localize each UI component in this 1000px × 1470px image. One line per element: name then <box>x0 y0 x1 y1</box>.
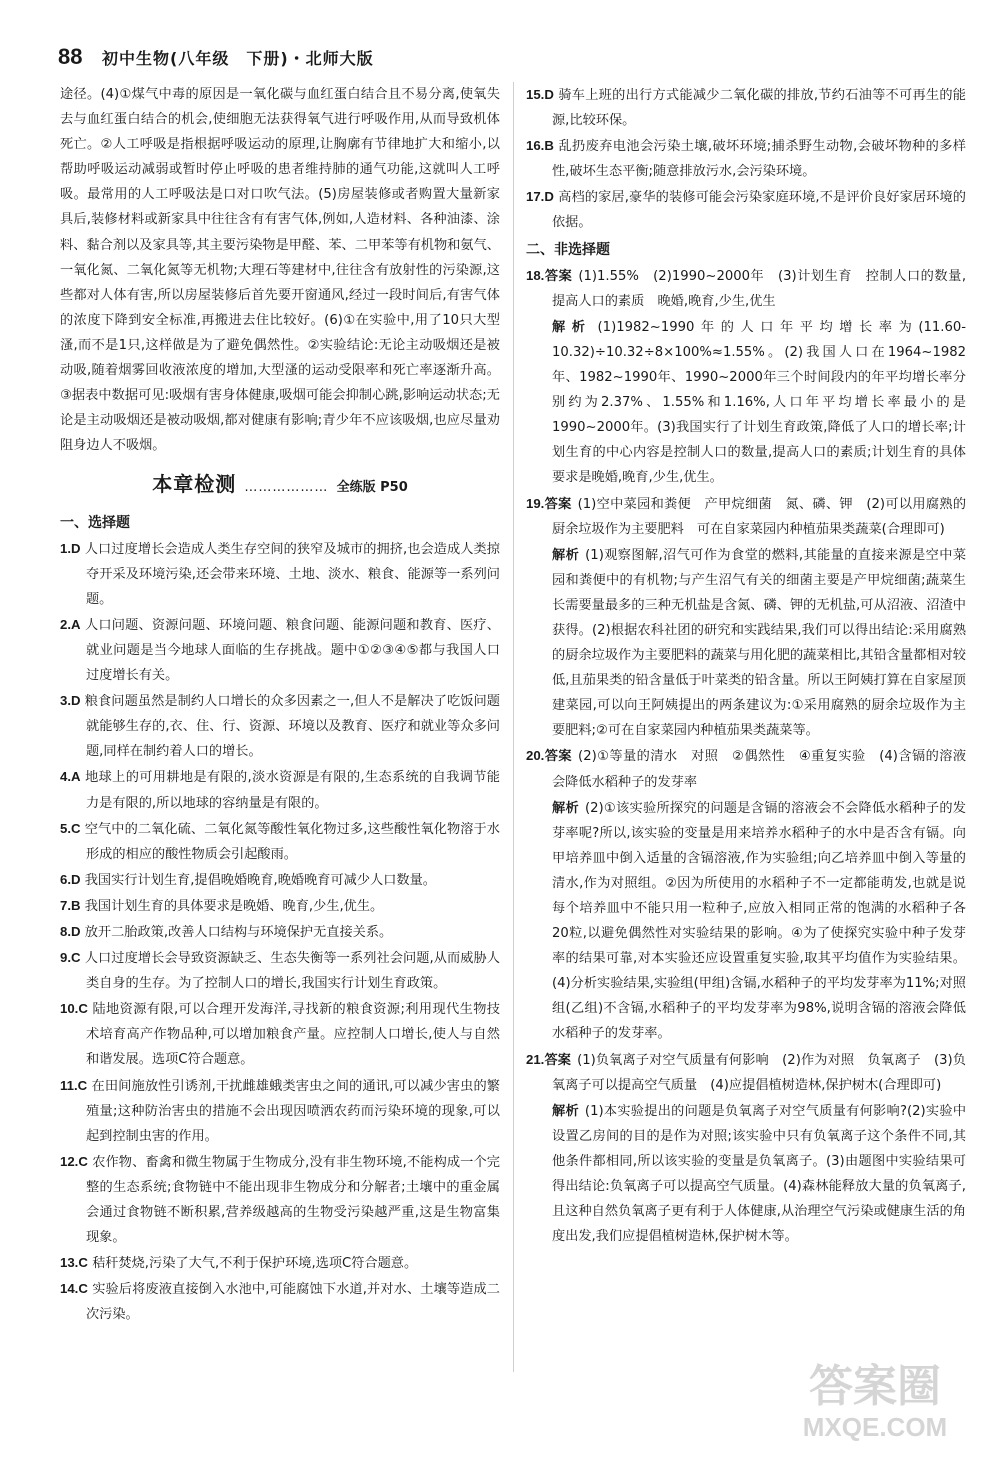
item-text: 我国实行计划生育,提倡晚婚晚育,晚婚晚育可减少人口数量。 <box>84 872 436 888</box>
answer-item <box>60 612 500 688</box>
choice-answer-list <box>60 536 500 1328</box>
item-number: 15.D <box>526 87 554 102</box>
item-number: 16.B <box>526 138 554 154</box>
item-number: 13.C <box>60 1255 88 1271</box>
page-header <box>58 44 958 78</box>
answer-item <box>60 919 500 945</box>
answer-label: 答案 <box>544 748 573 764</box>
answer-item <box>60 945 500 996</box>
analysis-block <box>526 542 966 744</box>
item-number: 11.C <box>60 1077 88 1093</box>
item-text: 实验后将废液直接倒入水池中,可能腐蚀下水道,并对水、土壤等造成二次污染。 <box>86 1282 500 1323</box>
question-number: 20. <box>526 748 545 764</box>
item-text: 陆地资源有限,可以合理开发海洋,寻找新的粮食资源;利用现代生物技术培育高产作物品种,可以增加粮食产量。应控制人口增长,使人与自然和谐发展。选项C符合题意。 <box>86 1002 500 1068</box>
watermark-line1: 答案圈 <box>809 1361 941 1412</box>
answer-item <box>60 996 500 1072</box>
analysis-label: 解析 <box>552 318 592 334</box>
analysis-block <box>526 1098 966 1250</box>
item-number: 10.C <box>60 1001 88 1017</box>
answer-text: (1)空中菜园和粪便 产甲烷细菌 氮、磷、钾 (2)可以用腐熟的厨余垃圾作为主要肥料 可在自家菜园内种植茄果类蔬菜(合理即可) <box>552 496 967 537</box>
chapter-ref: 全练版 P50 <box>336 480 408 496</box>
section-choice-heading: 一、选择题 <box>60 514 130 531</box>
item-number: 3.D <box>60 693 81 709</box>
question-number: 19. <box>526 495 545 511</box>
item-number: 14.C <box>60 1281 88 1297</box>
item-number: 17.D <box>526 189 554 205</box>
question-number: 18. <box>526 267 545 283</box>
answer-item <box>60 764 500 815</box>
watermark-line2: MXQE.COM <box>802 1412 948 1442</box>
answer-item <box>60 688 500 764</box>
item-number: 6.D <box>60 871 81 887</box>
item-text: 粮食问题虽然是制约人口增长的众多因素之一,但人不是解决了吃饭问题就能够生存的,衣、住、行、资源、环境以及教育、医疗和就业等众多问题,同样在制约着人口的增长。 <box>84 694 500 760</box>
answer-label: 答案 <box>544 1051 572 1067</box>
answer-item <box>60 536 500 612</box>
right-column <box>526 82 966 1249</box>
item-text: 秸秆焚烧,污染了大气,不利于保护环境,选项C符合题意。 <box>92 1256 418 1272</box>
chapter-title: 本章检测 <box>152 472 237 497</box>
item-number: 4.A <box>60 769 81 785</box>
item-number: 8.D <box>60 924 81 939</box>
item-text: 人口过度增长会导致资源缺乏、生态失衡等一系列社会问题,从而威胁人类自身的生存。为了控制人口的增长,我国实行计划生育政策。 <box>84 951 500 992</box>
item-text: 农作物、畜禽和微生物属于生物成分,没有非生物环境,不能构成一个完整的生态系统;食物链中不能出现非生物成分和分解者;土壤中的重金属会通过食物链不断积累,营养级越高的生物受污染越严重,这是生物富集现象。 <box>86 1154 500 1246</box>
item-text: 在田间施放性引诱剂,干扰雌雄蛾类害虫之间的通讯,可以减少害虫的繁殖量;这种防治害虫的措施不会出现因喷洒农药而污染环境的现象,可以起到控制虫害的作用。 <box>86 1078 500 1144</box>
analysis-text: (1)1982~1990年的人口年平均增长率为(11.60-10.32)÷10.32÷8×100%≈1.55%。(2)我国人口在1964~1982年、1982~1990年、1990~2000年三个时间段内的年平均增长率分别约为2.37%、1.55%和1.16%,人口年平均增长率最小的是1990~2000年。(3)我国实行了计划生育政策,降低了人口的增长率;计划生育的中心内容是控制人口的数量,提高人口的素质;计划生育的具体要求是晚婚,晚育,少生,优生。 <box>552 319 966 486</box>
analysis-block <box>526 314 966 491</box>
item-number: 9.C <box>60 950 81 966</box>
column-divider <box>513 82 514 1372</box>
item-text: 地球上的可用耕地是有限的,淡水资源是有限的,生态系统的自我调节能力是有限的,所以地球的容纳量是有限的。 <box>85 770 500 811</box>
item-number: 12.C <box>60 1153 88 1169</box>
question-number: 21. <box>526 1051 545 1067</box>
answer-item <box>526 133 966 184</box>
item-text: 我国计划生育的具体要求是晚婚、晚育,少生,优生。 <box>84 898 384 914</box>
answer-label: 答案 <box>544 267 573 283</box>
item-text: 乱扔废弃电池会污染土壤,破坏环境;捕杀野生动物,会破坏物种的多样性,破坏生态平衡;随意排放污水,会污染环境。 <box>552 139 966 180</box>
choice-answer-list-continued <box>526 82 966 236</box>
nonchoice-answer-list <box>526 263 966 1250</box>
item-number: 1.D <box>60 540 81 556</box>
answer-item <box>526 184 966 235</box>
answer-block <box>526 1047 966 1098</box>
leader-dots: ……………… <box>244 480 329 496</box>
analysis-label: 解析 <box>552 546 580 562</box>
answer-item <box>60 816 500 867</box>
answer-block <box>526 263 966 314</box>
page-number: 88 <box>58 44 83 69</box>
answer-item <box>60 1073 500 1149</box>
analysis-text: (1)观察图解,沼气可作为食堂的燃料,其能量的直接来源是空中菜园和粪便中的有机物;与产生沼气有关的细菌主要是产甲烷细菌;蔬菜生长需要量最多的三种无机盐是含氮、磷、钾的无机盐,可从沼液、沼渣中获得。(2)根据农科社团的研究和实践结果,我们可以得出结论:采用腐熟的厨余垃圾作为主要肥料的蔬菜与用化肥的蔬菜相比,其铅含量都相对较低,且茄果类的铅含量低于叶菜类的铅含量。所以王阿姨打算在自家屋顶建菜园,可以向王阿姨提出的两条建议为:①采用腐熟的厨余垃圾作为主要肥料;②可在自家菜园内种植茄果类蔬菜等。 <box>552 547 967 739</box>
item-text: 人口问题、资源问题、环境问题、粮食问题、能源问题和教育、医疗、就业问题是当今地球人面临的生存挑战。题中①②③④⑤都与我国人口过度增长有关。 <box>84 617 500 684</box>
item-number: 5.C <box>60 820 81 836</box>
answer-text: (1)负氧离子对空气质量有何影响 (2)作为对照 负氧离子 (3)负氧离子可以提高空气质量 (4)应提倡植树造林,保护树木(合理即可) <box>552 1052 966 1093</box>
section-nonchoice-heading: 二、非选择题 <box>526 241 610 258</box>
chapter-test-heading <box>60 472 500 500</box>
answer-label: 答案 <box>544 495 572 511</box>
item-number: 7.B <box>60 897 81 913</box>
answer-text: (2)①等量的清水 对照 ②偶然性 ④重复实验 (4)含镉的溶液会降低水稻种子的发芽率 <box>552 749 967 790</box>
answer-item <box>526 82 966 133</box>
item-text: 放开二胎政策,改善人口结构与环境保护无直接关系。 <box>84 925 393 940</box>
answer-item <box>60 893 500 919</box>
book-title: 初中生物(八年级 下册)・北师大版 <box>102 49 374 68</box>
watermark-logo <box>770 1346 980 1446</box>
analysis-label: 解析 <box>552 1102 579 1118</box>
answer-block <box>526 491 966 542</box>
answer-text: (1)1.55% (2)1990~2000年 (3)计划生育 控制人口的数量,提高人口的素质 晚婚,晚育,少生,优生 <box>552 268 967 309</box>
analysis-block <box>526 795 966 1047</box>
answer-item <box>60 1149 500 1250</box>
answer-block <box>526 743 966 794</box>
intro-paragraph: 途径。(4)①煤气中毒的原因是一氧化碳与血红蛋白结合且不易分离,使氧失去与血红蛋白结合的机会,使细胞无法获得氧气进行呼吸作用,从而导致机体死亡。②人工呼吸是指根据呼吸运动的原理,让胸廓有节律地扩大和缩小,以帮助呼吸运动减弱或暂时停止呼吸的患者维持肺的通气功能,这就叫人工呼吸。最常用的人工呼吸法是口对口吹气法。(5)房屋装修或者购置大量新家具后,装修材料或新家具中往往含有有害气体,例如,人造材料、各种油漆、涂料、黏合剂以及家具等,其主要污染物是甲醛、苯、二甲苯等有机物和氨气、一氧化氮、二氧化氮等无机物;大理石等建材中,往往含有放射性的污染源,这些都对人体有害,所以房屋装修后首先要开窗通风,经过一段时间后,有害气体的浓度下降到安全标准,再搬进去住比较好。(6)①在实验中,用了10只大型溞,而不是1只,这样做是为了避免偶然性。②实验结论:无论主动吸烟还是被动吸,随着烟雾回收液浓度的增加,大型溞的运动受限率和死亡率逐渐升高。③据表中数据可见:吸烟有害身体健康,吸烟可能会抑制心跳,影响运动状态;无论是主动吸烟还是被动吸烟,都对健康有影响;青少年不应该吸烟,也应尽量劝阻身边人不吸烟。 <box>60 87 500 454</box>
item-text: 骑车上班的出行方式能减少二氧化碳的排放,节约石油等不可再生的能源,比较环保。 <box>552 88 966 129</box>
analysis-text: (1)本实验提出的问题是负氧离子对空气质量有何影响?(2)实验中设置乙房间的目的是作为对照;该实验中只有负氧离子这个条件不同,其他条件都相同,所以该实验的变量是负氧离子。(3)由题图中实验结果可得出结论:负氧离子可以提高空气质量。(4)森林能释放大量的负氧离子,且这种自然负氧离子更有利于人体健康,从治理空气污染或健康生活的角度出发,我们应提倡植树造林,保护树木等。 <box>552 1103 967 1245</box>
left-column <box>60 82 500 1328</box>
item-text: 空气中的二氧化硫、二氧化氮等酸性氧化物过多,这些酸性氧化物溶于水形成的相应的酸性物质会引起酸雨。 <box>84 821 500 862</box>
analysis-text: (2)①该实验所探究的问题是含镉的溶液会不会降低水稻种子的发芽率呢?所以,该实验的变量是用来培养水稻种子的水中是否含有镉。向甲培养皿中倒入适量的含镉溶液,作为实验组;向乙培养皿中倒入等量的清水,作为对照组。②因为所使用的水稻种子不一定都能萌发,也就是说每个培养皿中不能只用一粒种子,应放入相同正常的饱满的水稻种子各20粒,以避免偶然性对实验结果的影响。④为了使探究实验中种子发芽率的结果可靠,对本实验还应设置重复实验,取其平均值作为实验结果。(4)分析实验结果,实验组(甲组)含镉,水稻种子的平均发芽率为11%;对照组(乙组)不含镉,水稻种子的平均发芽率为98%,说明含镉的溶液会降低水稻种子的发芽率。 <box>552 800 966 1042</box>
analysis-label: 解析 <box>552 799 579 815</box>
answer-item <box>60 1250 500 1276</box>
answer-item <box>60 1276 500 1327</box>
item-text: 人口过度增长会造成人类生存空间的狭窄及城市的拥挤,也会造成人类掠夺开采及环境污染,还会带来环境、土地、淡水、粮食、能源等一系列问题。 <box>84 541 500 607</box>
item-number: 2.A <box>60 616 81 632</box>
item-text: 高档的家居,豪华的装修可能会污染家庭环境,不是评价良好家居环境的依据。 <box>552 190 966 231</box>
answer-item <box>60 867 500 893</box>
